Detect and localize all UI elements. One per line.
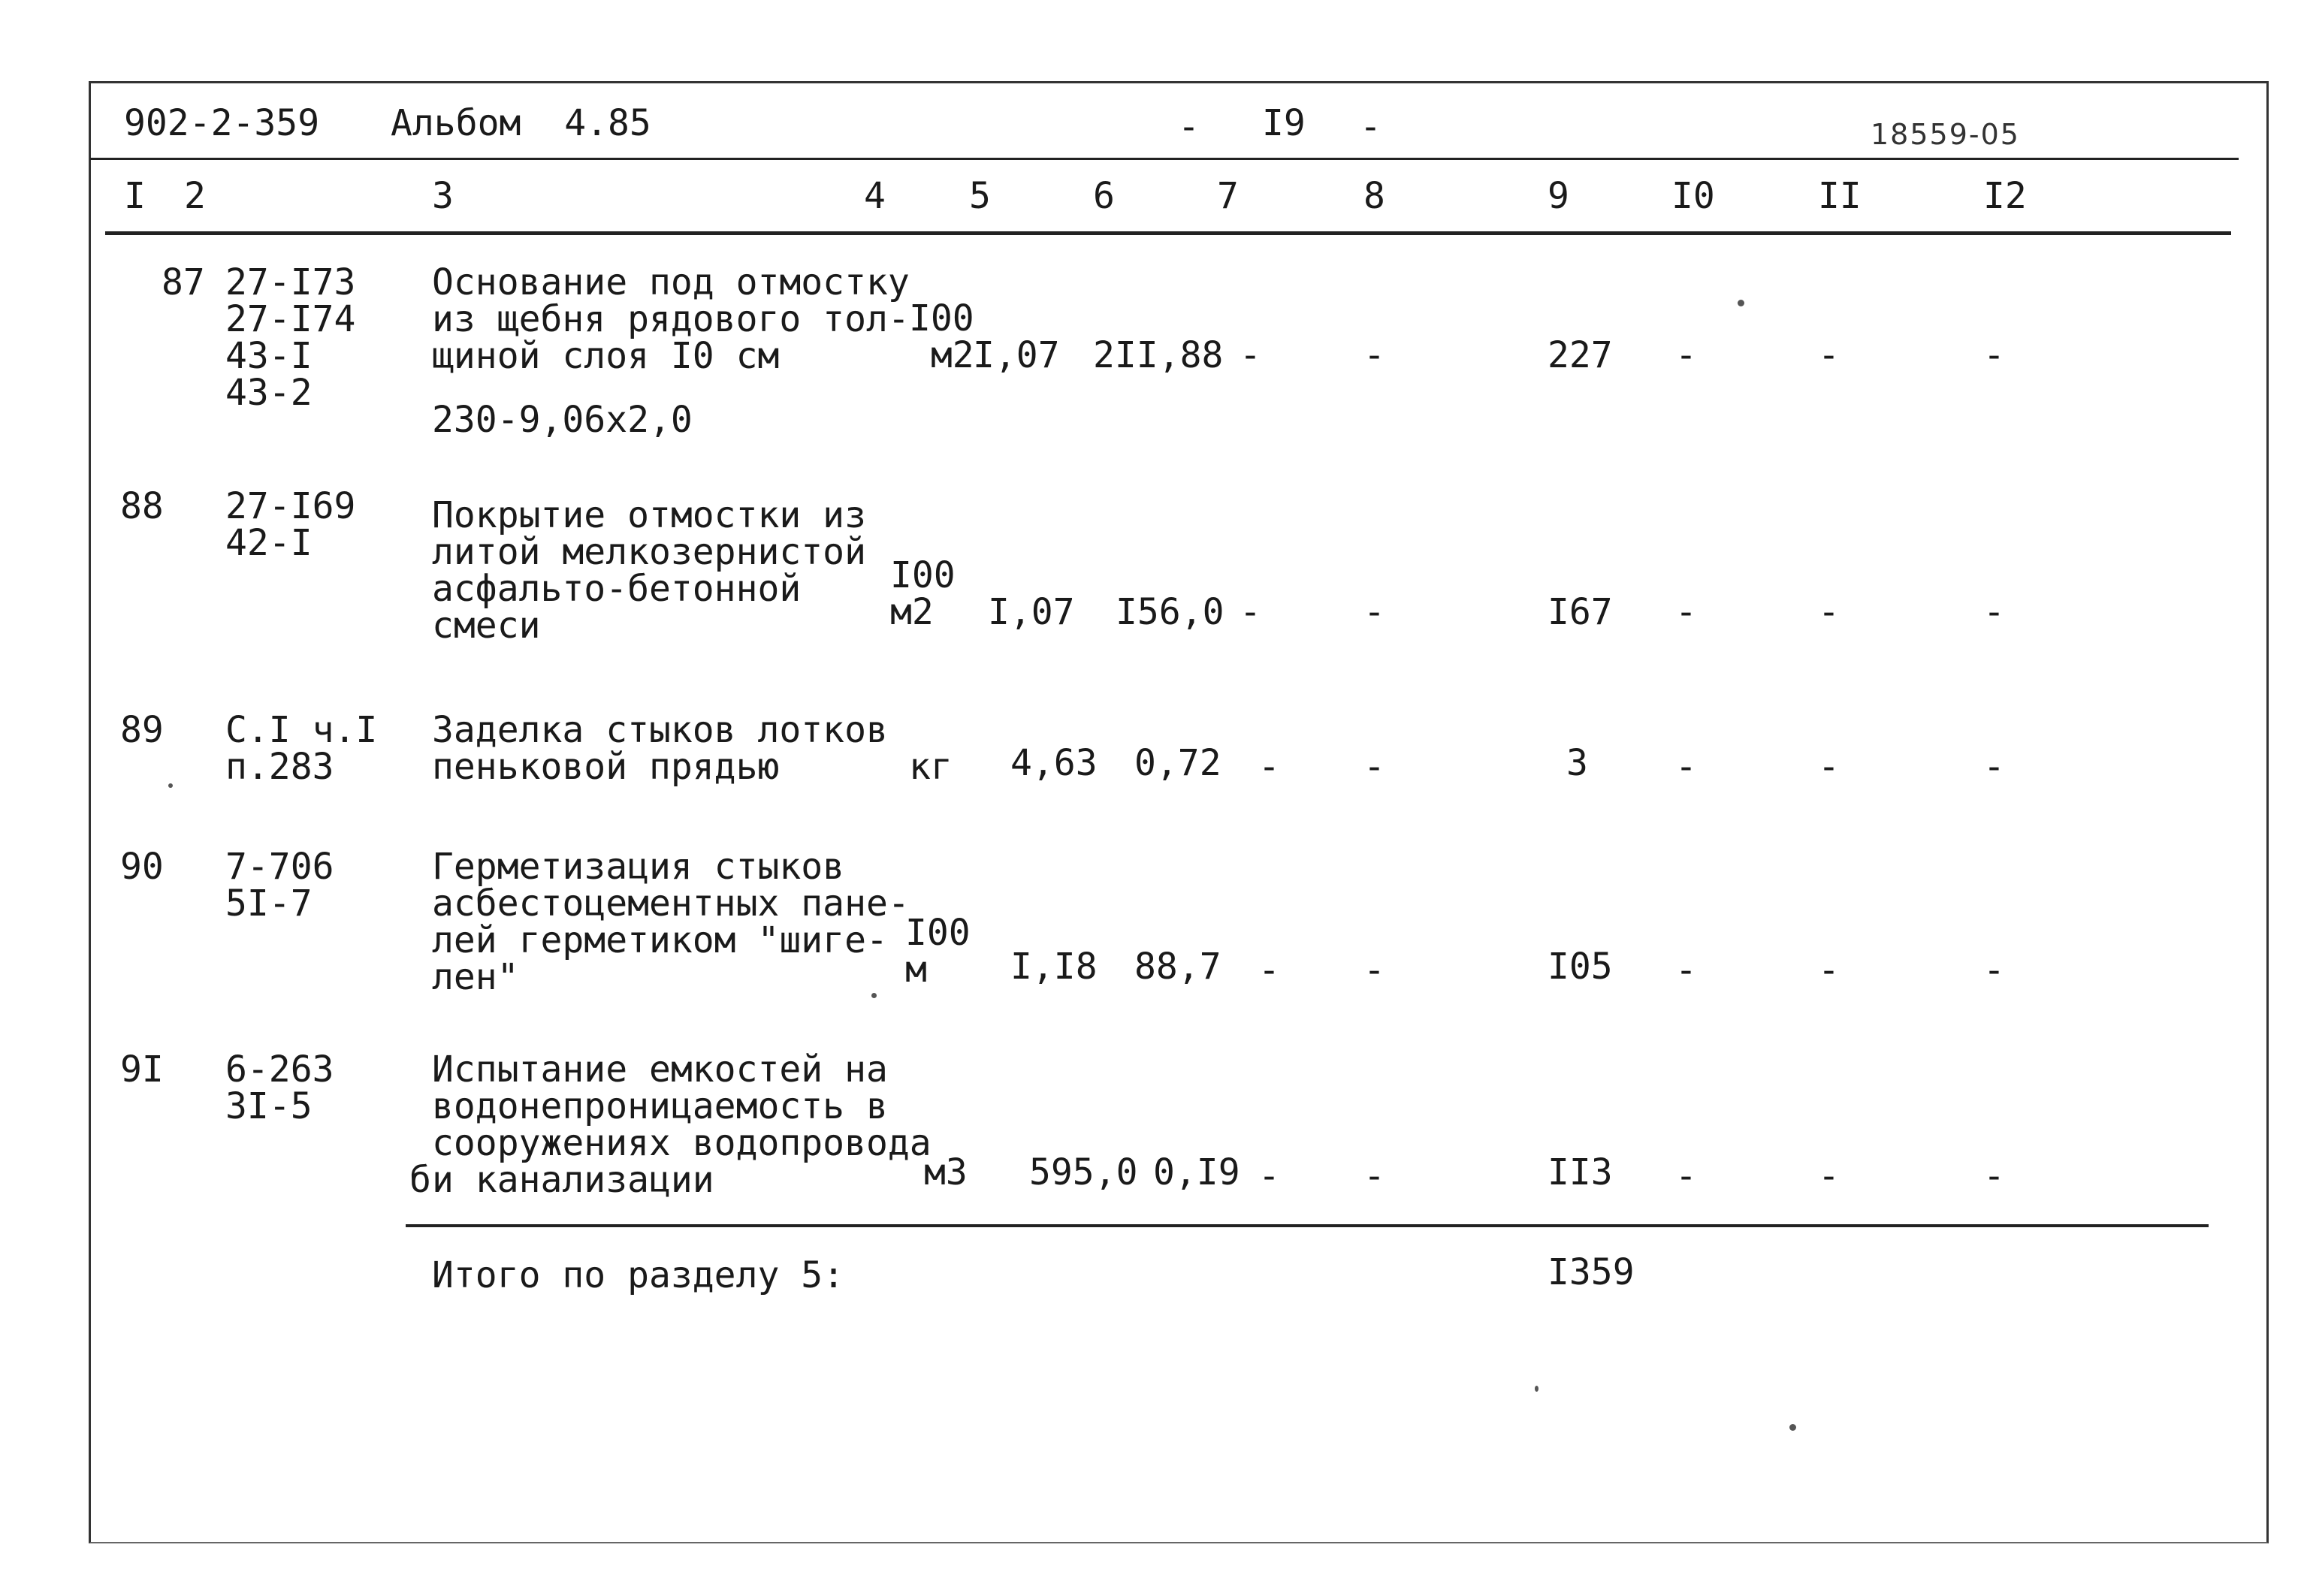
- page-dash-right: -: [1360, 106, 1381, 148]
- row-description: Заделка стыков лотков пеньковой прядью: [432, 709, 888, 788]
- row-col12: -: [1983, 334, 2005, 376]
- page-frame: [89, 81, 2269, 1543]
- row-col6: 88,7: [1134, 946, 1221, 988]
- col-11: II: [1818, 175, 1862, 217]
- row-unit: I00 м2: [890, 554, 956, 633]
- scan-speck: [871, 993, 877, 998]
- row-col5: 4,63: [1010, 742, 1098, 784]
- page-dash-left: -: [1178, 106, 1200, 148]
- row-number: 87: [162, 261, 205, 303]
- row-unit: кг: [909, 746, 953, 788]
- row-col6: 0,I9: [1153, 1151, 1240, 1193]
- row-col7: -: [1258, 949, 1280, 991]
- col-3: 3: [432, 175, 454, 217]
- row-col12: -: [1983, 1155, 2005, 1197]
- row-refs: 7-706 5I-7: [225, 846, 334, 925]
- row-col5: I,07: [973, 334, 1060, 376]
- scan-speck: [1738, 300, 1744, 306]
- row-refs: С.I ч.I п.283: [225, 709, 378, 788]
- row-col8: -: [1363, 949, 1385, 991]
- row-unit: I00 м2: [909, 297, 974, 376]
- column-header-rule: [105, 231, 2231, 235]
- row-col8: -: [1363, 1155, 1385, 1197]
- col-4: 4: [864, 175, 886, 217]
- row-unit: I00 м: [905, 912, 971, 991]
- row-number: 9I: [120, 1048, 164, 1091]
- total-label: Итого по разделу 5:: [432, 1254, 845, 1296]
- total-rule: [406, 1224, 2209, 1227]
- header-rule: [90, 158, 2239, 160]
- album-label: Альбом 4.85: [391, 102, 651, 144]
- col-1: I: [124, 175, 146, 217]
- row-col10: -: [1675, 949, 1697, 991]
- row-number: 89: [120, 709, 164, 751]
- row-refs: 27-I73 27-I74 43-I 43-2: [225, 261, 356, 414]
- row-col9: I05: [1548, 946, 1613, 988]
- row-desc-prefix: б: [409, 1159, 431, 1201]
- col-2: 2: [184, 175, 206, 217]
- col-9: 9: [1548, 175, 1569, 217]
- col-12: I2: [1983, 175, 2027, 217]
- row-number: 90: [120, 846, 164, 888]
- row-col10: -: [1675, 1155, 1697, 1197]
- archive-stamp: 18559-05: [1871, 118, 2020, 151]
- row-col9: I67: [1548, 591, 1613, 633]
- row-col7: -: [1258, 1155, 1280, 1197]
- row-col6: 0,72: [1134, 742, 1221, 784]
- scan-speck: [1789, 1424, 1796, 1431]
- row-col6: 2II,88: [1093, 334, 1224, 376]
- row-col8: -: [1363, 334, 1385, 376]
- total-value: I359: [1548, 1251, 1635, 1293]
- row-col9: 3: [1566, 742, 1588, 784]
- row-col12: -: [1983, 949, 2005, 991]
- col-8: 8: [1363, 175, 1385, 217]
- row-description: Герметизация стыков асбестоцементных пане- лей герметиком "шиге- лен": [432, 846, 910, 998]
- col-5: 5: [969, 175, 991, 217]
- col-10: I0: [1671, 175, 1715, 217]
- row-col8: -: [1363, 591, 1385, 633]
- doc-code: 902-2-359: [124, 102, 320, 144]
- row-description: Испытание емкостей на водонепроницаемость в сооружениях водопровода и канализации: [432, 1048, 932, 1201]
- row-col7: -: [1240, 334, 1261, 376]
- row-col10: -: [1675, 746, 1697, 788]
- scan-speck: [168, 783, 173, 788]
- col-7: 7: [1217, 175, 1239, 217]
- row-col11: -: [1818, 334, 1840, 376]
- row-col8: -: [1363, 746, 1385, 788]
- row-col9: II3: [1548, 1151, 1613, 1193]
- row-col7: -: [1258, 746, 1280, 788]
- row-col11: -: [1818, 1155, 1840, 1197]
- row-col5: 595,0: [1029, 1151, 1138, 1193]
- row-col7: -: [1240, 591, 1261, 633]
- row-col11: -: [1818, 591, 1840, 633]
- row-col9: 227: [1548, 334, 1613, 376]
- row-col11: -: [1818, 746, 1840, 788]
- row-col12: -: [1983, 591, 2005, 633]
- row-description: Покрытие отмостки из литой мелкозернистой асфальто-бетонной смеси: [432, 494, 866, 647]
- row-unit: м3: [924, 1151, 968, 1193]
- row-number: 88: [120, 485, 164, 527]
- row-col6: I56,0: [1116, 591, 1224, 633]
- row-col11: -: [1818, 949, 1840, 991]
- page-number: I9: [1262, 102, 1306, 144]
- row-refs: 27-I69 42-I: [225, 485, 356, 564]
- row-col5: I,I8: [1010, 946, 1098, 988]
- col-6: 6: [1093, 175, 1115, 217]
- scan-speck: [1535, 1386, 1539, 1392]
- row-col12: -: [1983, 746, 2005, 788]
- row-col10: -: [1675, 591, 1697, 633]
- row-note: 230-9,06x2,0: [432, 399, 693, 441]
- row-refs: 6-263 3I-5: [225, 1048, 334, 1127]
- row-col5: I,07: [988, 591, 1075, 633]
- row-description: Основание под отмостку из щебня рядового тол- щиной слоя I0 см: [432, 261, 910, 377]
- row-col10: -: [1675, 334, 1697, 376]
